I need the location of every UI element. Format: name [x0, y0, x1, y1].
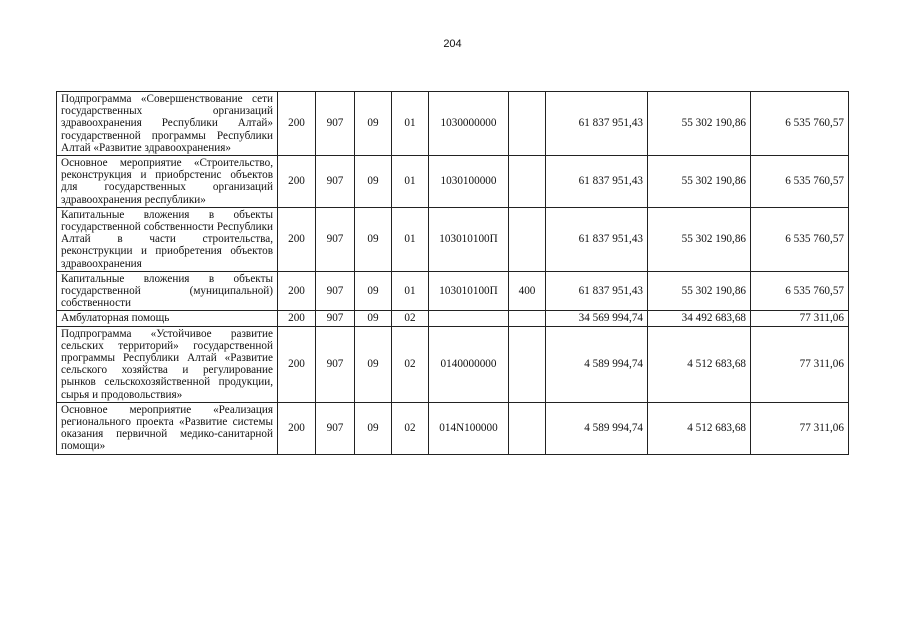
- ministry-code-cell: 907: [316, 402, 355, 454]
- expense-type-cell: [509, 156, 546, 208]
- section-code-cell: 09: [355, 271, 392, 311]
- row-description: Подпрограмма «Совершенствование сети государственных организаций здравоохранения Республики Алтай» государственной программы Республики Алтай «Развитие здравоохранения»: [57, 92, 278, 156]
- total-amount-cell: 61 837 951,43: [546, 92, 648, 156]
- regional-amount-cell: 77 311,06: [751, 402, 849, 454]
- budget-table: [56, 91, 849, 455]
- admin-code-cell: 200: [278, 271, 316, 311]
- subsection-code-cell: 01: [392, 271, 429, 311]
- federal-amount-cell: 4 512 683,68: [648, 402, 751, 454]
- subsection-code-cell: 01: [392, 207, 429, 271]
- section-code-cell: 09: [355, 156, 392, 208]
- section-code-cell: 09: [355, 92, 392, 156]
- ministry-code-cell: 907: [316, 271, 355, 311]
- federal-amount-cell: 55 302 190,86: [648, 156, 751, 208]
- target-article-cell: 1030100000: [429, 156, 509, 208]
- expense-type-cell: [509, 326, 546, 402]
- subsection-code-cell: 01: [392, 156, 429, 208]
- target-article-cell: 0140000000: [429, 326, 509, 402]
- federal-amount-cell: 55 302 190,86: [648, 271, 751, 311]
- subsection-code-cell: 02: [392, 311, 429, 326]
- row-description: Капитальные вложения в объекты государственной собственности Республики Алтай в части строительства, реконструкции и приобретения объектов здравоохранения: [57, 207, 278, 271]
- admin-code-cell: 200: [278, 402, 316, 454]
- regional-amount-cell: 6 535 760,57: [751, 271, 849, 311]
- expense-type-cell: [509, 92, 546, 156]
- total-amount-cell: 4 589 994,74: [546, 326, 648, 402]
- admin-code-cell: 200: [278, 326, 316, 402]
- target-article-cell: [429, 311, 509, 326]
- table-row: [57, 156, 849, 208]
- total-amount-cell: 61 837 951,43: [546, 271, 648, 311]
- section-code-cell: 09: [355, 402, 392, 454]
- regional-amount-cell: 6 535 760,57: [751, 207, 849, 271]
- row-description: Основное мероприятие «Реализация регионального проекта «Развитие системы оказания первичной медико-санитарной помощи»: [57, 402, 278, 454]
- expense-type-cell: 400: [509, 271, 546, 311]
- regional-amount-cell: 6 535 760,57: [751, 156, 849, 208]
- subsection-code-cell: 02: [392, 326, 429, 402]
- federal-amount-cell: 34 492 683,68: [648, 311, 751, 326]
- federal-amount-cell: 55 302 190,86: [648, 92, 751, 156]
- ministry-code-cell: 907: [316, 311, 355, 326]
- row-description: Капитальные вложения в объекты государственной (муниципальной) собственности: [57, 271, 278, 311]
- ministry-code-cell: 907: [316, 326, 355, 402]
- row-description: Основное мероприятие «Строительство, реконструкция и приобрстенис объектов для государственных организаций здравоохранения республики»: [57, 156, 278, 208]
- row-description: Амбулаторная помощь: [57, 311, 278, 326]
- table-row: [57, 402, 849, 454]
- admin-code-cell: 200: [278, 311, 316, 326]
- regional-amount-cell: 6 535 760,57: [751, 92, 849, 156]
- ministry-code-cell: 907: [316, 92, 355, 156]
- admin-code-cell: 200: [278, 92, 316, 156]
- admin-code-cell: 200: [278, 207, 316, 271]
- total-amount-cell: 61 837 951,43: [546, 156, 648, 208]
- total-amount-cell: 34 569 994,74: [546, 311, 648, 326]
- total-amount-cell: 4 589 994,74: [546, 402, 648, 454]
- table-row: [57, 311, 849, 326]
- regional-amount-cell: 77 311,06: [751, 326, 849, 402]
- target-article-cell: 1030000000: [429, 92, 509, 156]
- expense-type-cell: [509, 402, 546, 454]
- ministry-code-cell: 907: [316, 207, 355, 271]
- page-number: 204: [443, 38, 462, 50]
- total-amount-cell: 61 837 951,43: [546, 207, 648, 271]
- table-row: [57, 92, 849, 156]
- section-code-cell: 09: [355, 207, 392, 271]
- table-row: [57, 271, 849, 311]
- admin-code-cell: 200: [278, 156, 316, 208]
- expense-type-cell: [509, 207, 546, 271]
- target-article-cell: 014N100000: [429, 402, 509, 454]
- row-description: Подпрограмма «Устойчивое развитие сельских территорий» государственной программы Республики Алтай «Развитие сельского хозяйства и регулирование рынков сельскохозяйственной продукции, сырья и продовольствия»: [57, 326, 278, 402]
- regional-amount-cell: 77 311,06: [751, 311, 849, 326]
- subsection-code-cell: 01: [392, 92, 429, 156]
- target-article-cell: 103010100П: [429, 207, 509, 271]
- table-row: [57, 326, 849, 402]
- federal-amount-cell: 4 512 683,68: [648, 326, 751, 402]
- table-row: [57, 207, 849, 271]
- federal-amount-cell: 55 302 190,86: [648, 207, 751, 271]
- section-code-cell: 09: [355, 311, 392, 326]
- subsection-code-cell: 02: [392, 402, 429, 454]
- expense-type-cell: [509, 311, 546, 326]
- target-article-cell: 103010100П: [429, 271, 509, 311]
- ministry-code-cell: 907: [316, 156, 355, 208]
- section-code-cell: 09: [355, 326, 392, 402]
